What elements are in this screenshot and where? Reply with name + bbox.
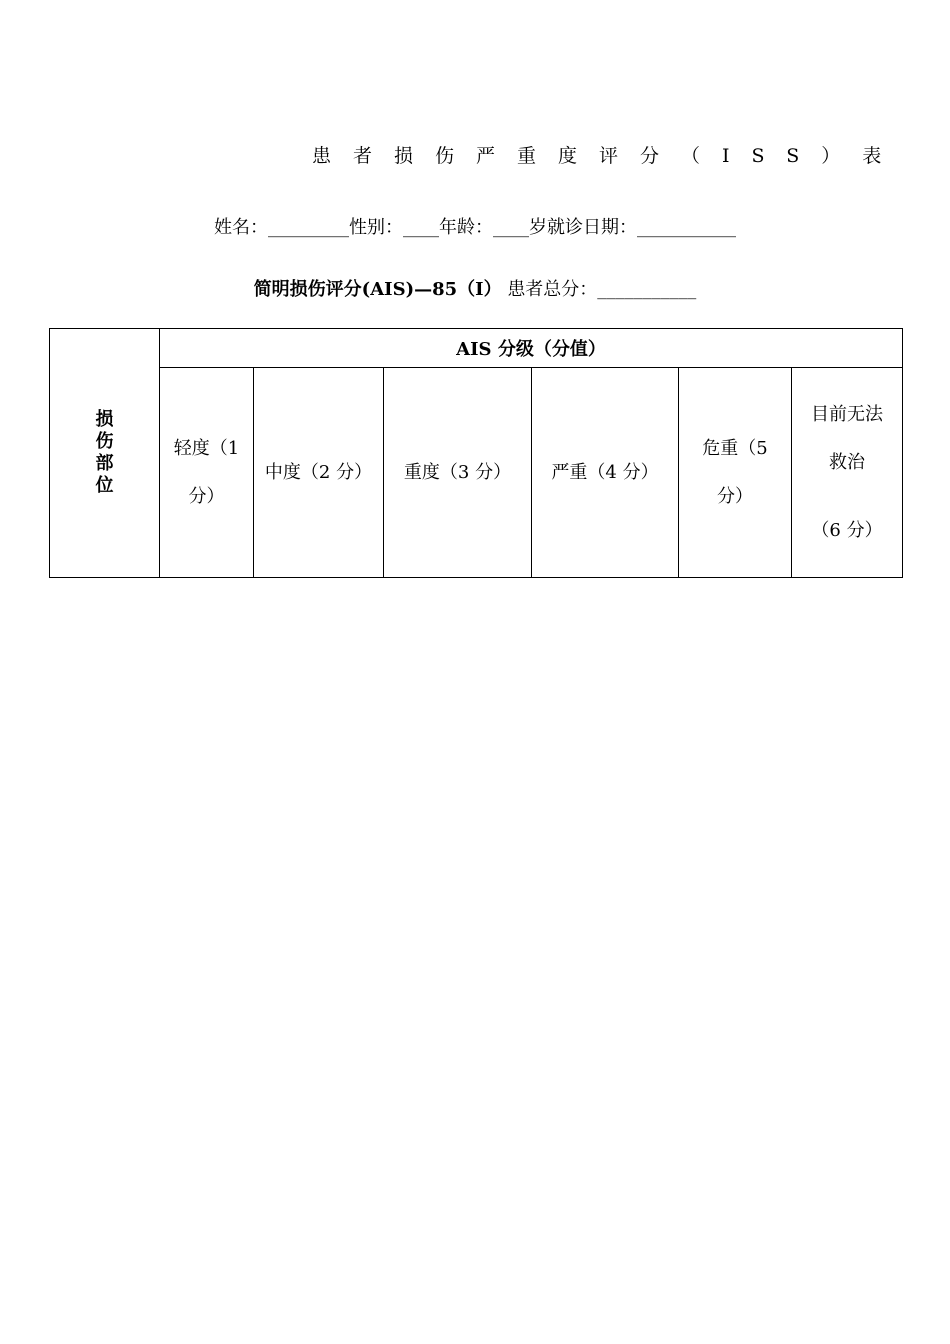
ais-grade-header: AIS 分级（分值） (160, 329, 903, 368)
grade-unsurvivable (792, 368, 903, 578)
grade-moderate (254, 368, 384, 578)
grade-critical-label: 危重（5分） (702, 437, 768, 507)
total-score-label: 患者总分：___________ (507, 279, 697, 300)
grade-unsurvivable-label: 目前无法救治 (811, 403, 883, 473)
grade-mild-label: 轻度（1分） (173, 437, 240, 507)
grade-critical (679, 368, 792, 578)
patient-info-line: 姓名：_________性别：____年龄：____岁就诊日期：___________ (214, 217, 736, 238)
injury-part-header (50, 329, 160, 578)
ais-table (49, 328, 903, 578)
grade-severe (384, 368, 532, 578)
ais-version-label: 简明损伤评分(AIS)—85（Ⅰ） (253, 279, 502, 300)
grade-severe-label: 重度（3 分） (403, 461, 512, 483)
grade-serious (532, 368, 679, 578)
grade-mild (160, 368, 254, 578)
subtitle-line (0, 276, 950, 304)
grade-moderate-label: 中度（2 分） (264, 461, 373, 483)
document-title: 患者损伤严重度评分（ISS）表 (312, 145, 904, 167)
injury-part-header-text: 损伤部位 (95, 409, 114, 496)
grade-serious-label: 严重（4 分） (551, 461, 659, 483)
grade-unsurvivable-score: （6 分） (811, 519, 883, 541)
